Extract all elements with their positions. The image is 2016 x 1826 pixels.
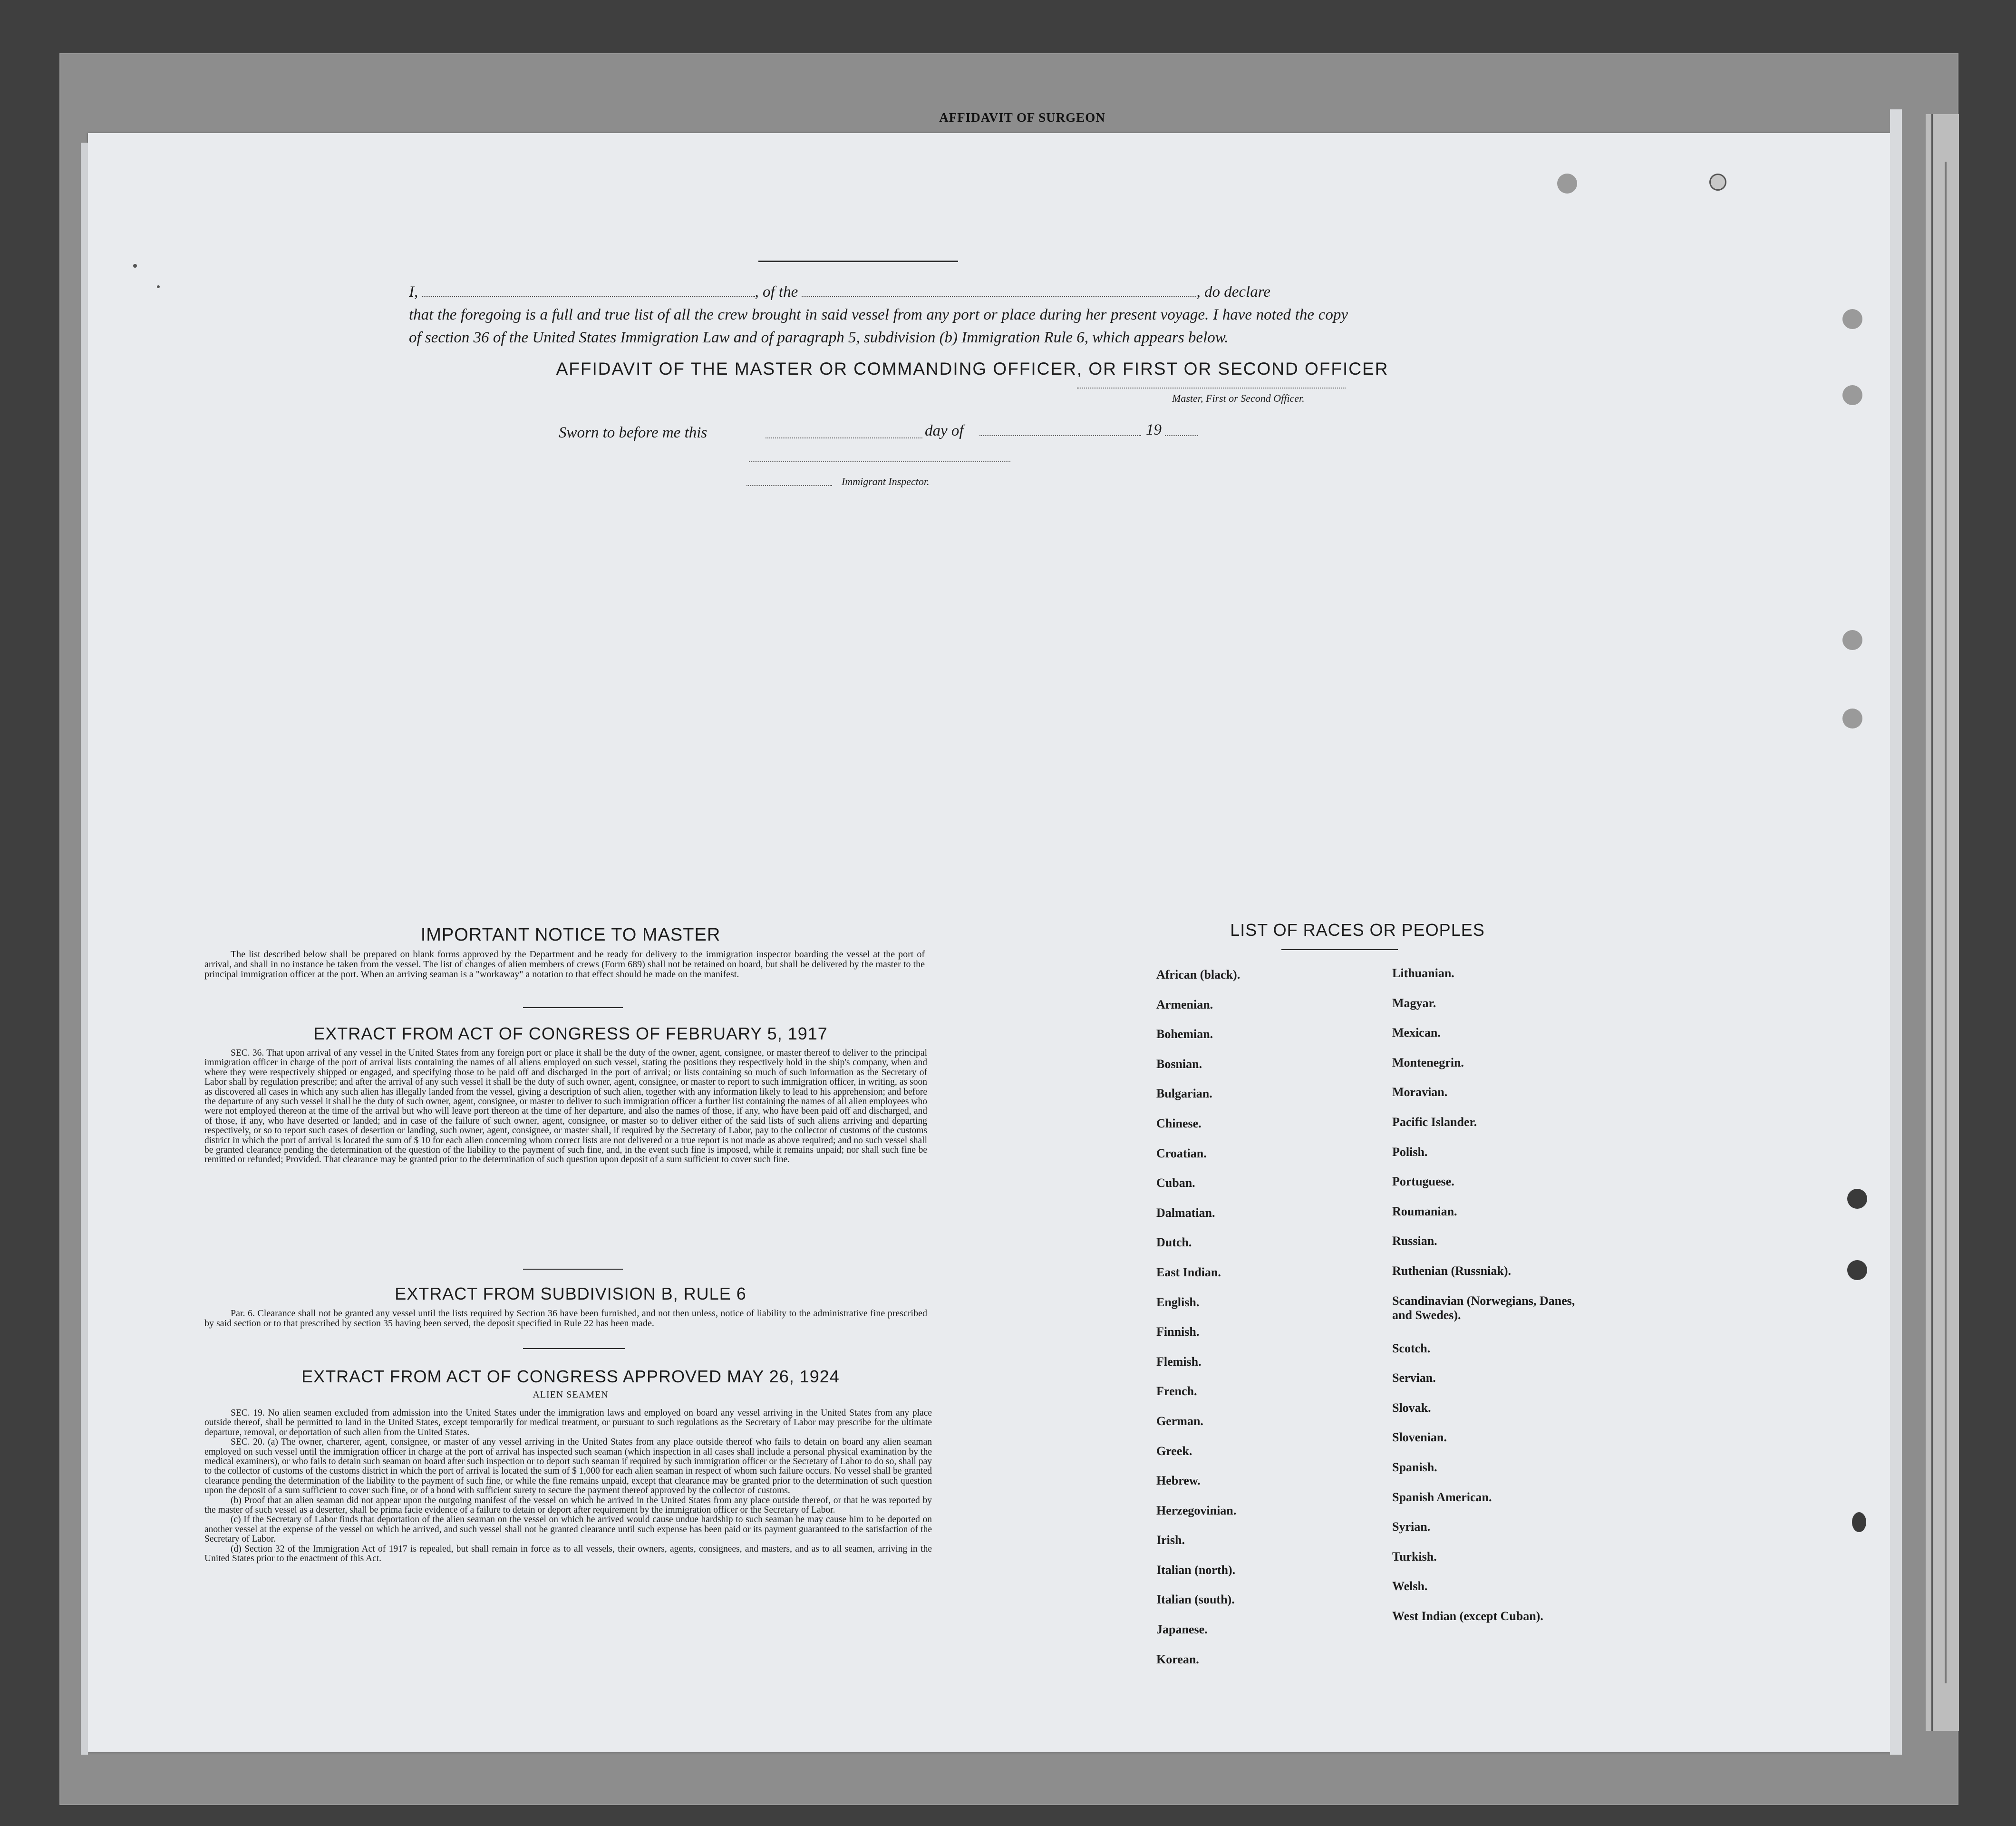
sec-20d-paragraph: (d) Section 32 of the Immigration Act of 1917 is repealed, but shall remain in force as to all vessels, their owners, agents, consignees, and masters, and as to all seamen, arriving in the United States prior to the enactment of this Act. (204, 1544, 932, 1564)
race-item: Korean. (1156, 1652, 1199, 1666)
punch-hole (1847, 1260, 1867, 1280)
race-item: Spanish American. (1392, 1490, 1492, 1504)
race-item: Spanish. (1392, 1460, 1437, 1474)
notice-title: IMPORTANT NOTICE TO MASTER (420, 925, 721, 945)
race-item: Flemish. (1156, 1354, 1202, 1369)
vessel-blank[interactable] (802, 282, 1196, 297)
race-item: Russian. (1392, 1234, 1437, 1248)
year-prefix: 19 (1146, 421, 1162, 438)
extract-rule6-body (204, 1309, 927, 1329)
races-rule (1281, 949, 1398, 950)
ink-speck (133, 264, 137, 268)
punch-hole (1557, 174, 1577, 194)
extract-1924-title: EXTRACT FROM ACT OF CONGRESS APPROVED MAY 26, 1924 (301, 1367, 840, 1386)
punch-hole (1842, 309, 1862, 329)
decl-of-the: , of the (755, 283, 798, 301)
inspector-dotted-lead (746, 485, 832, 486)
name-blank[interactable] (422, 282, 755, 297)
punch-hole (1842, 709, 1862, 728)
declaration-paragraph (409, 281, 1348, 349)
inspector-caption: Immigrant Inspector. (842, 476, 930, 487)
page-stack-edge (1926, 114, 1959, 1731)
race-item: Irish. (1156, 1533, 1185, 1547)
master-signature-line[interactable] (1077, 388, 1346, 389)
race-item: Pacific Islander. (1392, 1115, 1477, 1129)
race-item: Bulgarian. (1156, 1087, 1212, 1101)
race-item: German. (1156, 1414, 1203, 1428)
decl-i: I, (409, 283, 418, 301)
extract-1917-body (204, 1049, 927, 1165)
page-right-edge (1890, 109, 1902, 1755)
sworn-day-blank[interactable] (766, 437, 922, 438)
race-item: Italian (north). (1156, 1563, 1236, 1577)
race-item: Lithuanian. (1392, 966, 1454, 980)
race-item: Scotch. (1392, 1341, 1431, 1355)
decl-body: that the foregoing is a full and true list of all the crew brought in said vessel from any port or place during her present voyage. I have noted the copy of section 36 of the United States Immigration Law and of paragraph 5, subdivision (b) Immigration Rule 6, which appears below. (409, 306, 1348, 346)
race-item: Bohemian. (1156, 1027, 1213, 1041)
race-item: Croatian. (1156, 1146, 1207, 1160)
race-item: Moravian. (1392, 1085, 1448, 1099)
race-item: Finnish. (1156, 1325, 1200, 1339)
race-item: African (black). (1156, 968, 1241, 981)
extract-1917-title: EXTRACT FROM ACT OF CONGRESS OF FEBRUARY 5, 1917 (313, 1024, 828, 1043)
ink-speck (157, 285, 160, 288)
punch-hole (1709, 174, 1726, 191)
sec-19-paragraph: SEC. 19. No alien seamen excluded from admission into the United States under the immigration laws and employed on board any vessel arriving in the United States from any place outside thereof, shall be permitted to land in the United States, except temporarily for medical treatment, or pursuant to such regulations as the Secretary of Labor may prescribe for the ultimate departure, removal, or deportation of such alien from the United States. (204, 1408, 932, 1437)
title-rule (758, 261, 958, 262)
sworn-month-blank[interactable] (979, 435, 1141, 436)
race-item: Italian (south). (1156, 1593, 1235, 1607)
decl-do-declare: , do declare (1196, 283, 1270, 301)
race-item: Armenian. (1156, 997, 1213, 1011)
race-item: English. (1156, 1295, 1200, 1309)
race-item: Hebrew. (1156, 1474, 1201, 1488)
race-item: Ruthenian (Russniak). (1392, 1263, 1511, 1278)
race-item: Slovenian. (1392, 1430, 1447, 1445)
race-item: Cuban. (1156, 1176, 1195, 1190)
sec-20c-paragraph: (c) If the Secretary of Labor finds that deportation of the alien seaman on the vessel on which he arrived would cause undue hardship to such seaman he may cause him to be deported on another vessel at the expense of the vessel on which he arrived, and such vessel shall not be granted clearance until such expense has been paid or its payment guaranteed to the satisfaction of the Secretary of Labor. (204, 1515, 932, 1544)
sworn-text: Sworn to before me this (559, 424, 708, 441)
master-signature-caption: Master, First or Second Officer. (1172, 392, 1305, 404)
race-item: Welsh. (1392, 1579, 1428, 1593)
extract-rule6-title: EXTRACT FROM SUBDIVISION B, RULE 6 (395, 1284, 746, 1303)
race-item: Dalmatian. (1156, 1205, 1215, 1220)
race-item: Japanese. (1156, 1622, 1208, 1637)
punch-hole (1852, 1512, 1866, 1532)
extract-rule6-rule (523, 1348, 625, 1349)
affidavit-title: AFFIDAVIT OF THE MASTER OR COMMANDING OFFICER, OR FIRST OR SECOND OFFICER (556, 359, 1389, 379)
extract-1924-subtitle: ALIEN SEAMEN (533, 1389, 609, 1400)
race-item: Greek. (1156, 1444, 1192, 1458)
race-item: Servian. (1392, 1371, 1436, 1385)
race-item: Scandinavian (Norwegians, Danes, and Swedes). (1392, 1293, 1575, 1322)
notice-body (204, 950, 925, 980)
race-item: Magyar. (1392, 996, 1436, 1010)
underlying-page-heading: AFFIDAVIT OF SURGEON (939, 110, 1105, 125)
punch-hole (1842, 630, 1862, 650)
sworn-year-blank[interactable] (1165, 435, 1198, 436)
race-item: Portuguese. (1392, 1175, 1454, 1189)
race-item: West Indian (except Cuban). (1392, 1609, 1543, 1623)
extract-1917-rule (523, 1269, 623, 1270)
race-item: French. (1156, 1384, 1197, 1399)
race-item: Chinese. (1156, 1116, 1202, 1130)
sec-20b-paragraph: (b) Proof that an alien seaman did not appear upon the outgoing manifest of the vessel on which he arrived in the United States from any place outside thereof, or that he was reported by the master of such vessel as a deserter, shall be prima facie evidence of a failure to detain or deport after requirement by the immigration officer or the Secretary of Labor. (204, 1495, 932, 1515)
page-left-edge (81, 143, 88, 1755)
punch-hole (1842, 385, 1862, 405)
race-item: Dutch. (1156, 1235, 1192, 1250)
sec-20a-paragraph: SEC. 20. (a) The owner, charterer, agent, consignee, or master of any vessel arriving in the United States from any place outside thereof who fails to detain on board any alien seaman employed on such vessel until the immigration officer in charge at the port of arrival has inspected such seaman (which inspection in all cases shall include a personal physical examination by the medical examiners), or who fails to detain such seaman on board after such inspection or to deport such seaman if required by such immigration officer or the Secretary of Labor to do so, shall pay to the collector of customs of the customs district in which the port of arrival is located the sum of $ 1,000 for each alien seaman in respect of whom such failure occurs. No vessel shall be granted clearance pending the determination of the liability to the payment of such fine, or while the fine remains unpaid, except that clearance may be granted prior to the determination of such question upon the deposit of a sum sufficient to cover such fine, or of a bond with sufficient surety to secure the payment thereof approved by the collector of customs. (204, 1437, 932, 1496)
inspector-signature-line[interactable] (749, 461, 1010, 462)
punch-hole (1847, 1189, 1867, 1209)
notice-paragraph: The list described below shall be prepared on blank forms approved by the Department and be ready for delivery to the immigration inspector boarding the vessel at the port of arrival, and shall in no instance be taken from the vessel. The list of changes of alien members of crews (Form 689) shall not be retained on board, but shall be delivered by the master to the principal immigration officer at the port. When an arriving seaman is a "workaway" a notation to that effect should be made on the manifest. (204, 949, 925, 980)
races-left-column (1156, 968, 1313, 1682)
race-item: Turkish. (1392, 1549, 1437, 1564)
par6-paragraph: Par. 6. Clearance shall not be granted any vessel until the lists required by Section 36 have been furnished, and not then unless, notice of liability to the administrative fine prescribed by said section or to that prescribed by section 35 having been served, the deposit specified in Rule 22 has been made. (204, 1308, 927, 1329)
race-item: Montenegrin. (1392, 1055, 1464, 1069)
races-right-column (1392, 966, 1578, 1657)
race-item: Syrian. (1392, 1520, 1431, 1534)
races-title: LIST OF RACES OR PEOPLES (1230, 920, 1485, 940)
race-item: Mexican. (1392, 1026, 1441, 1040)
section-36-paragraph: SEC. 36. That upon arrival of any vessel in the United States from any foreign port or place it shall be the duty of the owner, agent, consignee, or master thereof to deliver to the principal immigration officer in charge of the port of arrival lists containing the names of all aliens employed on such vessel, stating the positions they respectively hold in the ship's company, when and where they were respectively shipped or engaged, and specifying those to be paid off and discharged in the port of arrival; or lists containing so much of such information as the Secretary of Labor shall by regulation prescribe; and after the arrival of any such vessel it shall be the duty of such owner, agent, consignee, or master to report to such immigration officer, in writing, as soon as discovered all cases in which any such alien has illegally landed from the vessel, giving a description of such alien, together with any information likely to lead to his apprehension; and before the departure of any such vessel it shall be the duty of such owner, agent, consignee, or master to deliver to such immigration officer a further list containing the names of all alien employees who were not employed thereon at the time of the arrival but who will leave port thereon at the time of her departure, and also the names of those, if any, who have been paid off and discharged, and of those, if any, who have deserted or landed; and in case of the failure of such owner, agent, consignee, or master so to deliver either of the said lists of such aliens arriving and departing respectively, or so to report such cases of desertion or landing, such owner, agent, consignee, or master shall, if required by the Secretary of Labor, pay to the collector of customs of the customs district in which the port of arrival is located the sum of $ 10 for each alien concerning whom correct lists are not delivered or a true report is not made as above required; and no such vessel shall be granted clearance pending the determination of the question of the liability to the payment of such fine, and, in the event such fine is imposed, while it remains unpaid; nor shall such fine be remitted or refunded; Provided. That clearance may be granted prior to the determination of such question upon deposit of a sum sufficient to cover such fine. (204, 1048, 927, 1165)
race-item: Herzegovinian. (1156, 1503, 1237, 1517)
race-item: Slovak. (1392, 1400, 1431, 1415)
race-item: Roumanian. (1392, 1204, 1457, 1218)
extract-1924-body (204, 1408, 932, 1564)
race-item: Polish. (1392, 1145, 1428, 1159)
race-item: East Indian. (1156, 1265, 1221, 1279)
race-item: Bosnian. (1156, 1057, 1202, 1071)
notice-rule (523, 1007, 623, 1008)
day-of-text: day of (925, 422, 964, 439)
